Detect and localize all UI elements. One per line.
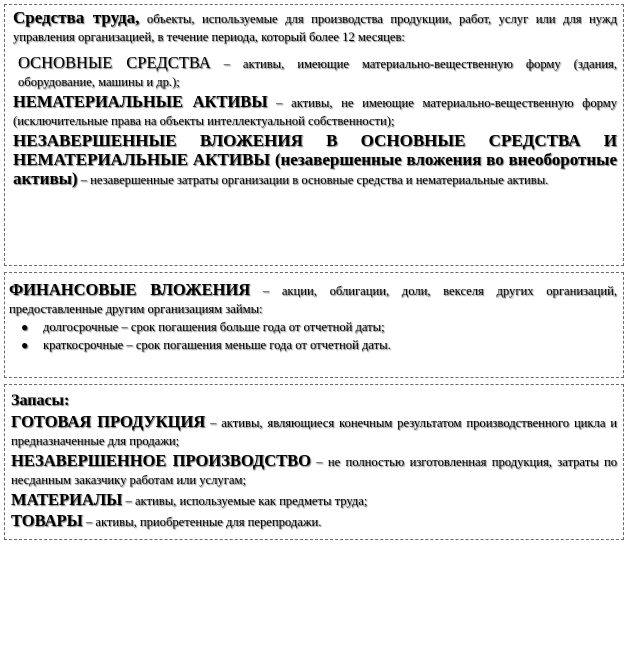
- intangible-assets-text: – активы, не имеющие материально-вещественную форму (исключительные права на объекты интеллектуальной собственности);: [13, 96, 618, 128]
- short-term-text: краткосрочные – срок погашения меньше года от отчетной даты.: [43, 338, 391, 352]
- financial-investments-text: – акции, облигации, доли, векселя других организаций, предоставленные другим организациям займы:: [9, 284, 617, 316]
- intangible-assets-entry: [13, 93, 617, 130]
- long-term-text: долгосрочные – срок погашения больше года от отчетной даты;: [43, 320, 385, 334]
- goods-entry: [11, 512, 617, 531]
- materials-entry: [11, 491, 617, 510]
- labor-means-definition: [13, 9, 617, 46]
- materials-text: – активы, используемые как предметы труда;: [122, 494, 368, 508]
- goods-text: – активы, приобретенные для перепродажи.: [82, 515, 322, 529]
- finished-goods-term: ГОТОВАЯ ПРОДУКЦИЯ: [11, 412, 206, 431]
- labor-means-text: объекты, используемые для производства продукции, работ, услуг или для нужд управления организацией, в течение периода, который более 12 месяцев:: [13, 12, 617, 44]
- bullet-icon: ●: [21, 320, 29, 334]
- list-item: [21, 336, 617, 354]
- unfinished-investments-text: – незавершенные затраты организации в основные средства и нематериальные активы.: [77, 173, 549, 187]
- work-in-progress-term: НЕЗАВЕРШЕННОЕ ПРОИЗВОДСТВО: [11, 451, 311, 470]
- financial-investments-box: [4, 272, 624, 378]
- inventories-box: [4, 384, 624, 540]
- finished-goods-text: – активы, являющиеся конечным результатом производственного цикла и предназначенные для продажи;: [11, 416, 618, 448]
- work-in-progress-entry: [11, 452, 617, 489]
- list-item: [21, 318, 617, 336]
- investment-terms-list: [9, 318, 617, 354]
- labor-means-heading: Средства труда,: [13, 8, 140, 27]
- fixed-assets-box: [4, 4, 624, 266]
- fixed-assets-text: – активы, имеющие материально-вещественную форму (здания, оборудование, машины и др.);: [18, 57, 617, 89]
- financial-investments-entry: [9, 281, 617, 318]
- financial-investments-term: ФИНАНСОВЫЕ ВЛОЖЕНИЯ: [9, 280, 251, 299]
- unfinished-investments-term: НЕЗАВЕРШЕННЫЕ ВЛОЖЕНИЯ В ОСНОВНЫЕ СРЕДСТВА И НЕМАТЕРИАЛЬНЫЕ АКТИВЫ (незавершенные вложения во внеоборотные активы): [13, 131, 617, 188]
- materials-term: МАТЕРИАЛЫ: [11, 490, 123, 509]
- unfinished-investments-entry: [13, 132, 617, 189]
- inventories-title: Запасы:: [11, 392, 70, 409]
- intangible-assets-term: НЕМАТЕРИАЛЬНЫЕ АКТИВЫ: [13, 92, 268, 111]
- bullet-icon: ●: [21, 338, 29, 352]
- finished-goods-entry: [11, 413, 617, 450]
- fixed-assets-entry: [13, 54, 617, 91]
- fixed-assets-term: ОСНОВНЫЕ СРЕДСТВА: [18, 53, 211, 72]
- goods-term: ТОВАРЫ: [11, 511, 83, 530]
- work-in-progress-text: – не полностью изготовленная продукция, затраты по несданным заказчику работам или услугам;: [11, 455, 618, 487]
